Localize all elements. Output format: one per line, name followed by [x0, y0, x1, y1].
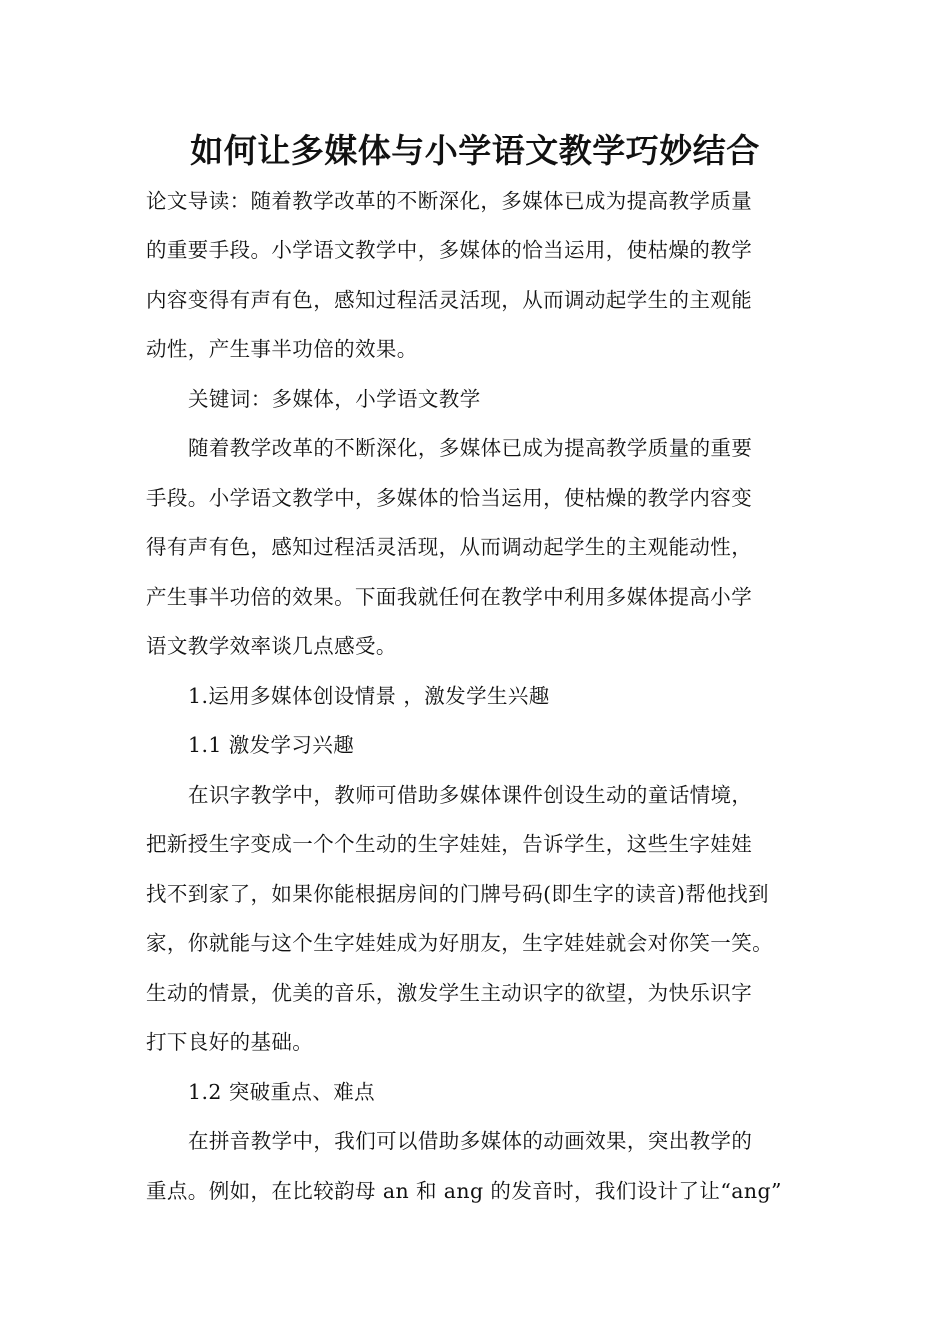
paragraph-line: 内容变得有声有色，感知过程活灵活现，从而调动起学生的主观能 [146, 288, 753, 312]
paragraph-line: 语文教学效率谈几点感受。 [146, 634, 397, 658]
paragraph-line: 随着教学改革的不断深化，多媒体已成为提高教学质量的重要 [188, 436, 753, 460]
paragraph-line: 的重要手段。小学语文教学中，多媒体的恰当运用，使枯燥的教学 [146, 238, 753, 262]
paragraph-line: 重点。例如，在比较韵母 an 和 ang 的发音时，我们设计了让“ang” [146, 1179, 782, 1203]
paragraph-line: 生动的情景，优美的音乐，激发学生主动识字的欲望，为快乐识字 [146, 981, 753, 1005]
paragraph-line: 动性，产生事半功倍的效果。 [146, 337, 418, 361]
subsection-heading: 1.2 突破重点、难点 [188, 1080, 376, 1104]
paragraph-line: 产生事半功倍的效果。下面我就任何在教学中利用多媒体提高小学 [146, 585, 753, 609]
paragraph-line: 在拼音教学中，我们可以借助多媒体的动画效果，突出教学的 [188, 1129, 753, 1153]
paragraph-line: 家，你就能与这个生字娃娃成为好朋友，生字娃娃就会对你笑一笑。 [146, 931, 773, 955]
paragraph-line: 得有声有色，感知过程活灵活现，从而调动起学生的主观能动性， [146, 535, 753, 559]
paragraph-line: 论文导读：随着教学改革的不断深化，多媒体已成为提高教学质量 [146, 189, 753, 213]
section-heading: 1.运用多媒体创设情景 ，激发学生兴趣 [188, 684, 550, 708]
paragraph-line: 打下良好的基础。 [146, 1030, 314, 1054]
subsection-heading: 1.1 激发学习兴趣 [188, 733, 355, 757]
paragraph-line: 手段。小学语文教学中，多媒体的恰当运用，使枯燥的教学内容变 [146, 486, 753, 510]
paragraph-line: 在识字教学中，教师可借助多媒体课件创设生动的童话情境， [188, 783, 753, 807]
keywords-line: 关键词：多媒体，小学语文教学 [188, 387, 481, 411]
document-title: 如何让多媒体与小学语文教学巧妙结合 [190, 131, 760, 170]
paragraph-line: 找不到家了，如果你能根据房间的门牌号码(即生字的读音)帮他找到 [146, 882, 769, 906]
paragraph-line: 把新授生字变成一个个生动的生字娃娃，告诉学生，这些生字娃娃 [146, 832, 753, 856]
